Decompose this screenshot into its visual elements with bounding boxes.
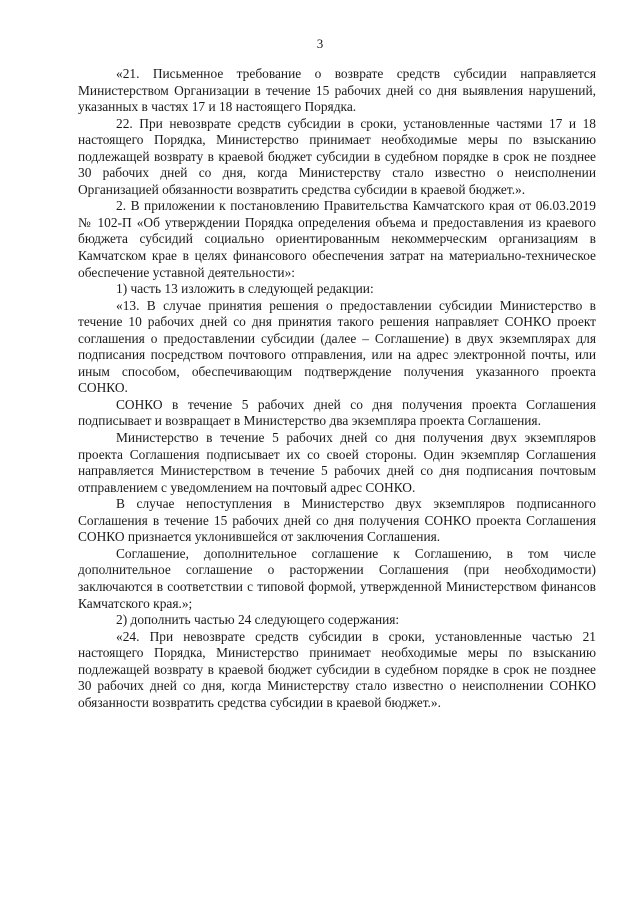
paragraph-part-24: «24. При невозврате средств субсидии в сроки, установленные частью 21 настоящего Порядка, Министерство принимает необходимые меры по взысканию подлежащей возврату в краевой бюджет субсидии в судебном порядке в срок не позднее 30 рабочих дней со дня, когда Министерству стало известно о неисполнении СОНКО обязанности возвратить средства субсидии в краевой бюджет.». (78, 628, 596, 710)
paragraph-part-22: 22. При невозврате средств субсидии в сроки, установленные частями 17 и 18 настоящего Порядка, Министерство принимает необходимые меры по взысканию подлежащей возврату в краевой бюджет субсидии в судебном порядке в срок не позднее 30 рабочих дней со дня, когда Министерству стало известно о неисполнении Организацией обязанности возвратить средства субсидии в краевой бюджет.». (78, 115, 596, 197)
paragraph-subitem-1: 1) часть 13 изложить в следующей редакции: (116, 281, 374, 297)
paragraph-part-13: «13. В случае принятия решения о предоставлении субсидии Министерство в течение 10 рабочих дней со дня принятия такого решения направляет СОНКО проект соглашения о предоставлении субсидии (далее – Соглашение) в двух экземплярах для подписания посредством почтового отправления, или на адрес электронной почты, или иным способом, обеспечивающим подтверждение получения указанного проекта СОНКО. (78, 297, 596, 396)
paragraph-subitem-2: 2) дополнить частью 24 следующего содержания: (116, 612, 400, 628)
paragraph-agreement-form: Соглашение, дополнительное соглашение к Соглашению, в том числе дополнительное соглашение о расторжении Соглашения (при необходимости) заключаются в соответствии с типовой формой, утвержденной Министерством финансов Камчатского края.»; (78, 545, 596, 611)
document-body (78, 66, 596, 711)
paragraph-ministry-signing: Министерство в течение 5 рабочих дней со дня получения двух экземпляров проекта Соглашения подписывает их со своей стороны. Один экземпляр Соглашения направляется Министерством в течение 5 рабочих дней со дня подписания почтовым отправлением с уведомлением на почтовый адрес СОНКО. (78, 430, 596, 495)
paragraph-item-2-appendix: 2. В приложении к постановлению Правительства Камчатского края от 06.03.2019 № 102-П «Об утверждении Порядка определения объема и предоставления из краевого бюджета субсидий социально ориентированным некоммерческим организациям в Камчатском крае в целях финансового обеспечения затрат на материально-техническое обеспечение уставной деятельности»: (78, 198, 596, 280)
page-number: 3 (316, 36, 324, 51)
paragraph-non-receipt: В случае непоступления в Министерство двух экземпляров подписанного Соглашения в течение 15 рабочих дней со дня получения СОНКО проекта Соглашения СОНКО признается уклонившейся от заключения Соглашения. (78, 496, 596, 545)
paragraph-sonko-signing: СОНКО в течение 5 рабочих дней со дня получения проекта Соглашения подписывает и возвращает в Министерство два экземпляра проекта Соглашения. (78, 396, 596, 429)
paragraph-part-21: «21. Письменное требование о возврате средств субсидии направляется Министерством Организации в течение 15 рабочих дней со дня выявления нарушений, указанных в частях 17 и 18 настоящего Порядка. (78, 66, 596, 115)
